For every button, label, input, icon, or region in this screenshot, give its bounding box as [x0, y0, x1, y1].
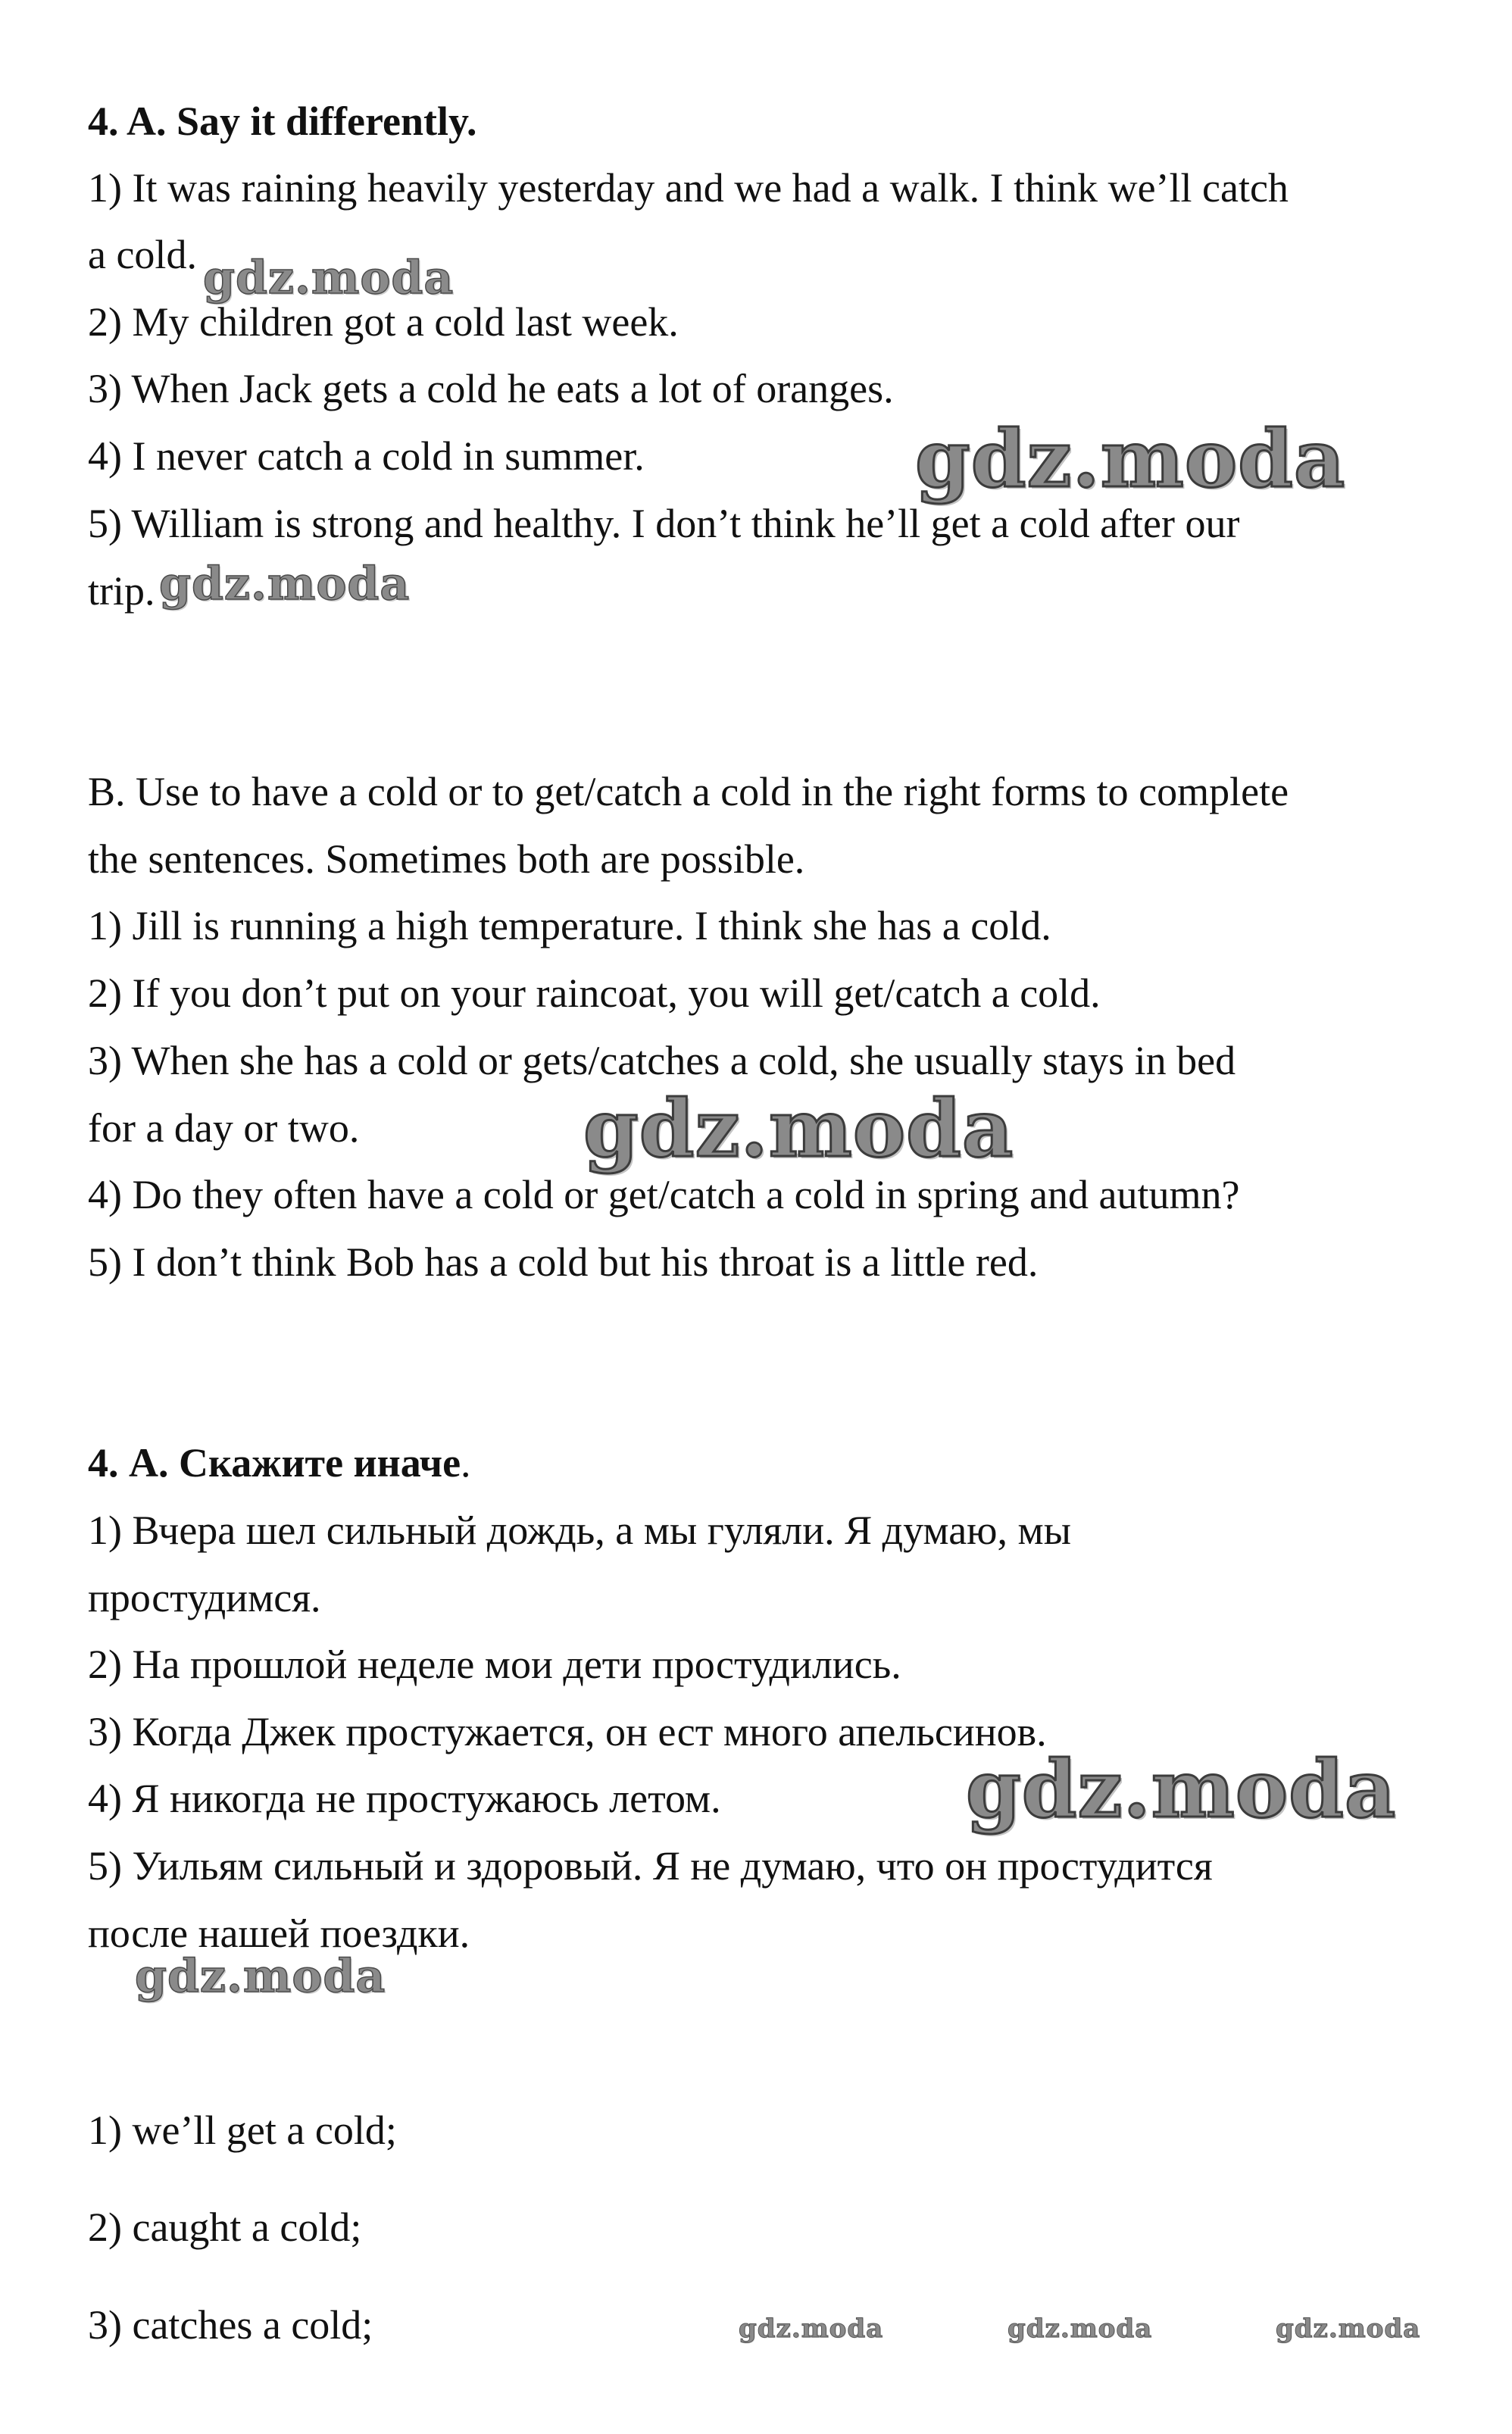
section-a-line: 3) When Jack gets a cold he eats a lot of oranges. [88, 366, 894, 411]
watermark-logo: gdz.moda [583, 1082, 1014, 1175]
section-ru-line: 4) Я никогда не простужаюсь летом. [88, 1776, 721, 1821]
section-ru-heading-text: 4. А. Скажите иначе [88, 1440, 461, 1486]
watermark-logo: gdz.moda [915, 412, 1346, 505]
section-ru-line: простудимся. [88, 1575, 321, 1620]
section-b-line: 4) Do they often have a cold or get/catch a cold in spring and autumn? [88, 1172, 1240, 1217]
watermark-logo: gdz.moda [203, 252, 455, 305]
watermark-logo: gdz.moda [739, 2314, 884, 2344]
section-a-line: a cold. [88, 232, 197, 277]
answer-line: 2) caught a cold; [88, 2204, 362, 2250]
answer-line: 3) catches a cold; [88, 2302, 373, 2348]
section-b-line: 5) I don’t think Bob has a cold but his throat is a little red. [88, 1239, 1039, 1285]
section-a-line: 5) William is strong and healthy. I don’t think he’ll get a cold after our [88, 501, 1240, 546]
section-ru-line: 5) Уильям сильный и здоровый. Я не думаю, что он простудится [88, 1843, 1213, 1889]
answer-line: 1) we’ll get a cold; [88, 2107, 397, 2153]
watermark-logo: gdz.moda [1276, 2314, 1421, 2344]
section-ru-heading-suffix: . [461, 1440, 471, 1486]
section-b-line: 2) If you don’t put on your raincoat, you will get/catch a cold. [88, 970, 1101, 1016]
section-a-line: 4) I never catch a cold in summer. [88, 433, 645, 479]
section-ru-heading [88, 1439, 471, 1487]
section-b-line: B. Use to have a cold or to get/catch a cold in the right forms to complete [88, 769, 1289, 814]
watermark-logo: gdz.moda [1007, 2314, 1153, 2344]
section-a-line: trip. [88, 568, 155, 614]
section-b-line: 3) When she has a cold or gets/catches a cold, she usually stays in bed [88, 1038, 1236, 1083]
watermark-logo: gdz.moda [966, 1742, 1397, 1836]
section-b-line: the sentences. Sometimes both are possible. [88, 836, 805, 882]
watermark-logo: gdz.moda [159, 558, 411, 611]
section-ru-line: после нашей поездки. [88, 1911, 470, 1956]
section-ru-line: 3) Когда Джек простужается, он ест много апельсинов. [88, 1709, 1047, 1754]
section-ru-line: 1) Вчера шел сильный дождь, а мы гуляли. Я думаю, мы [88, 1508, 1071, 1553]
section-a-line: 1) It was raining heavily yesterday and we had a walk. I think we’ll catch [88, 165, 1289, 211]
section-b-line: 1) Jill is running a high temperature. I think she has a cold. [88, 903, 1051, 948]
section-a-line: 2) My children got a cold last week. [88, 299, 679, 345]
section-a-heading: 4. A. Say it differently. [88, 98, 477, 144]
watermark-logo: gdz.moda [135, 1950, 386, 2003]
section-b-line: for a day or two. [88, 1105, 360, 1151]
section-ru-line: 2) На прошлой неделе мои дети простудились. [88, 1642, 901, 1687]
